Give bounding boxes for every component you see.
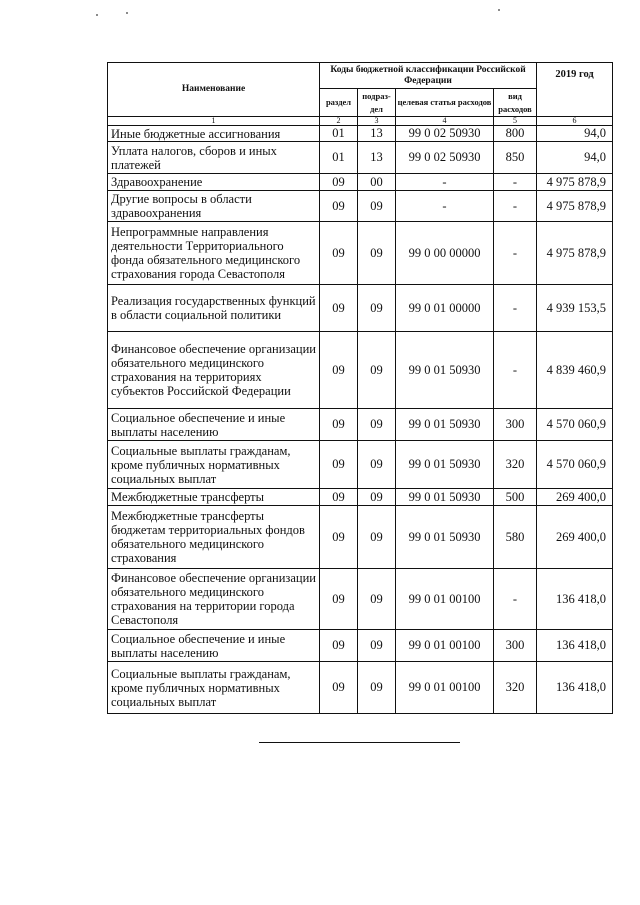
column-number: 6	[537, 117, 613, 126]
header-codes-group: Коды бюджетной классификации Российской Федерации	[320, 63, 537, 89]
row-subsection: 09	[358, 569, 396, 630]
row-target: -	[396, 174, 494, 191]
row-type: -	[494, 191, 537, 222]
column-number-row	[108, 117, 613, 126]
row-subsection: 09	[358, 441, 396, 489]
row-section: 09	[320, 191, 358, 222]
row-target: 99 0 01 50930	[396, 332, 494, 409]
row-type: 300	[494, 630, 537, 662]
row-section: 09	[320, 489, 358, 506]
row-target: -	[396, 191, 494, 222]
row-name: Социальное обеспечение и иные выплаты населению	[108, 409, 320, 441]
header-target-item: целевая статья расходов	[396, 89, 494, 117]
row-name: Иные бюджетные ассигнования	[108, 126, 320, 142]
row-subsection: 00	[358, 174, 396, 191]
row-type: -	[494, 569, 537, 630]
row-type: -	[494, 285, 537, 332]
row-subsection: 09	[358, 285, 396, 332]
table-row	[108, 191, 613, 222]
header-section: раздел	[320, 89, 358, 117]
row-type: 580	[494, 506, 537, 569]
row-name: Реализация государственных функций в области социальной политики	[108, 285, 320, 332]
row-amount: 94,0	[537, 126, 613, 142]
table-row	[108, 506, 613, 569]
table-row	[108, 126, 613, 142]
header-name: Наименование	[108, 63, 320, 117]
row-amount: 4 570 060,9	[537, 441, 613, 489]
row-target: 99 0 01 50930	[396, 409, 494, 441]
table-row	[108, 174, 613, 191]
row-name: Финансовое обеспечение организации обязательного медицинского страхования на территориях субъектов Российской Федерации	[108, 332, 320, 409]
row-section: 09	[320, 630, 358, 662]
row-name: Здравоохранение	[108, 174, 320, 191]
row-type: -	[494, 332, 537, 409]
table-row	[108, 142, 613, 174]
row-subsection: 13	[358, 126, 396, 142]
row-target: 99 0 02 50930	[396, 142, 494, 174]
scan-speck	[126, 12, 128, 14]
table-row	[108, 409, 613, 441]
row-amount: 136 418,0	[537, 630, 613, 662]
row-amount: 136 418,0	[537, 569, 613, 630]
row-subsection: 09	[358, 489, 396, 506]
row-name: Финансовое обеспечение организации обязательного медицинского страхования на территории города Севастополя	[108, 569, 320, 630]
row-section: 09	[320, 441, 358, 489]
column-number: 1	[108, 117, 320, 126]
row-type: 320	[494, 441, 537, 489]
column-number: 2	[320, 117, 358, 126]
row-section: 01	[320, 142, 358, 174]
row-name: Социальное обеспечение и иные выплаты населению	[108, 630, 320, 662]
row-target: 99 0 01 00100	[396, 662, 494, 714]
row-target: 99 0 01 50930	[396, 489, 494, 506]
row-amount: 269 400,0	[537, 489, 613, 506]
row-type: -	[494, 174, 537, 191]
row-name: Уплата налогов, сборов и иных платежей	[108, 142, 320, 174]
row-section: 09	[320, 409, 358, 441]
row-amount: 136 418,0	[537, 662, 613, 714]
header-expense-type: вид расходов	[494, 89, 537, 117]
row-subsection: 09	[358, 662, 396, 714]
table-row	[108, 569, 613, 630]
row-section: 09	[320, 506, 358, 569]
row-amount: 4 839 460,9	[537, 332, 613, 409]
table-row	[108, 222, 613, 285]
row-amount: 4 975 878,9	[537, 174, 613, 191]
row-type: 800	[494, 126, 537, 142]
table-row	[108, 332, 613, 409]
row-target: 99 0 01 50930	[396, 441, 494, 489]
row-section: 09	[320, 332, 358, 409]
row-amount: 94,0	[537, 142, 613, 174]
table-row	[108, 285, 613, 332]
table-row	[108, 662, 613, 714]
row-subsection: 09	[358, 506, 396, 569]
row-amount: 269 400,0	[537, 506, 613, 569]
row-type: 300	[494, 409, 537, 441]
row-section: 09	[320, 569, 358, 630]
row-amount: 4 939 153,5	[537, 285, 613, 332]
row-subsection: 09	[358, 222, 396, 285]
row-type: 320	[494, 662, 537, 714]
row-type: -	[494, 222, 537, 285]
row-name: Другие вопросы в области здравоохранения	[108, 191, 320, 222]
row-name: Социальные выплаты гражданам, кроме публичных нормативных социальных выплат	[108, 662, 320, 714]
scan-speck	[498, 9, 500, 11]
row-section: 09	[320, 662, 358, 714]
row-target: 99 0 00 00000	[396, 222, 494, 285]
row-section: 09	[320, 285, 358, 332]
row-name: Межбюджетные трансферты бюджетам территориальных фондов обязательного медицинского страхования	[108, 506, 320, 569]
row-amount: 4 570 060,9	[537, 409, 613, 441]
row-section: 09	[320, 174, 358, 191]
scan-speck	[96, 14, 98, 16]
table-row	[108, 489, 613, 506]
row-name: Межбюджетные трансферты	[108, 489, 320, 506]
row-section: 01	[320, 126, 358, 142]
row-amount: 4 975 878,9	[537, 222, 613, 285]
header-year: 2019 год	[537, 63, 613, 117]
column-number: 3	[358, 117, 396, 126]
row-target: 99 0 01 50930	[396, 506, 494, 569]
column-number: 4	[396, 117, 494, 126]
row-subsection: 09	[358, 332, 396, 409]
row-target: 99 0 01 00000	[396, 285, 494, 332]
signature-line	[259, 742, 460, 743]
row-name: Непрограммные направления деятельности Территориального фонда обязательного медицинского страхования города Севастополя	[108, 222, 320, 285]
row-subsection: 09	[358, 191, 396, 222]
header-subsection: подраз-дел	[358, 89, 396, 117]
budget-classification-table	[107, 62, 613, 714]
row-name: Социальные выплаты гражданам, кроме публичных нормативных социальных выплат	[108, 441, 320, 489]
table-row	[108, 630, 613, 662]
table-row	[108, 441, 613, 489]
row-section: 09	[320, 222, 358, 285]
row-subsection: 13	[358, 142, 396, 174]
row-target: 99 0 02 50930	[396, 126, 494, 142]
row-target: 99 0 01 00100	[396, 630, 494, 662]
row-subsection: 09	[358, 630, 396, 662]
row-type: 500	[494, 489, 537, 506]
row-subsection: 09	[358, 409, 396, 441]
row-target: 99 0 01 00100	[396, 569, 494, 630]
row-type: 850	[494, 142, 537, 174]
row-amount: 4 975 878,9	[537, 191, 613, 222]
column-number: 5	[494, 117, 537, 126]
